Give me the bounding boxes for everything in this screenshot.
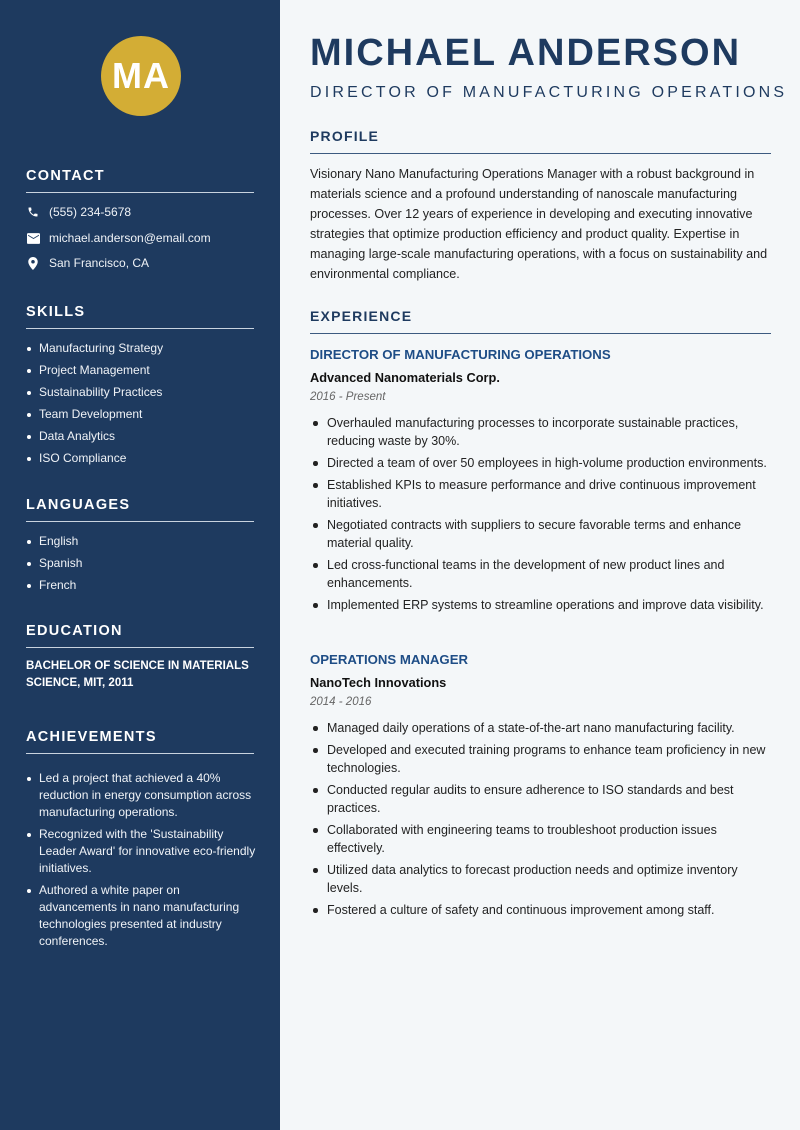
avatar: MA <box>101 36 181 116</box>
skills-heading: SKILLS <box>26 304 254 329</box>
email-text: michael.anderson@email.com <box>49 231 211 245</box>
skill-item: Team Development <box>26 406 256 423</box>
job-bullet-item: Negotiated contracts with suppliers to secure favorable terms and enhance material quality. <box>310 516 772 552</box>
language-item: English <box>26 533 256 550</box>
candidate-title: DIRECTOR OF MANUFACTURING OPERATIONS <box>310 84 788 101</box>
job-bullets <box>310 719 772 923</box>
profile-text: Visionary Nano Manufacturing Operations Manager with a robust background in materials science and a profound understanding of nanoscale manufacturing processes. Over 12 years of experience in developing and executing innovative strategies that optimize production efficiency and product quality. Expertise in managing large-scale manufacturing operations, with a focus on sustainability and environmental compliance. <box>310 167 768 281</box>
job-dates: 2014 - 2016 <box>310 696 372 708</box>
language-item: French <box>26 577 256 594</box>
profile-heading: PROFILE <box>310 128 771 154</box>
achievement-item: Authored a white paper on advancements in nano manufacturing technologies presented at industry conferences. <box>26 882 256 950</box>
job-dates: 2016 - Present <box>310 391 386 403</box>
languages-list <box>26 533 256 599</box>
skills-list <box>26 340 256 472</box>
skill-item: ISO Compliance <box>26 450 256 467</box>
job-bullet-item: Established KPIs to measure performance and drive continuous improvement initiatives. <box>310 476 772 512</box>
job-bullet-item: Managed daily operations of a state-of-the-art nano manufacturing facility. <box>310 719 772 737</box>
location-text: San Francisco, CA <box>49 256 150 270</box>
achievement-item: Led a project that achieved a 40% reduction in energy consumption across manufacturing operations. <box>26 770 256 821</box>
skill-item: Sustainability Practices <box>26 384 256 401</box>
education-degree: BACHELOR OF SCIENCE IN MATERIALS SCIENCE, MIT, 2011 <box>26 660 249 689</box>
phone-icon <box>26 205 40 219</box>
skill-item: Project Management <box>26 362 256 379</box>
job-bullet-item: Implemented ERP systems to streamline operations and improve data visibility. <box>310 596 772 614</box>
location-pin-icon <box>26 256 40 270</box>
experience-heading: EXPERIENCE <box>310 308 771 334</box>
job-bullet-item: Utilized data analytics to forecast production needs and optimize inventory levels. <box>310 861 772 897</box>
skill-item: Manufacturing Strategy <box>26 340 256 357</box>
job-bullet-item: Led cross-functional teams in the development of new product lines and enhancements. <box>310 556 772 592</box>
education-heading: EDUCATION <box>26 623 254 648</box>
languages-heading: LANGUAGES <box>26 497 254 522</box>
skill-item: Data Analytics <box>26 428 256 445</box>
job-title: OPERATIONS MANAGER <box>310 652 469 667</box>
job-bullet-item: Overhauled manufacturing processes to incorporate sustainable practices, reducing waste by 30%. <box>310 414 772 450</box>
job-bullet-item: Developed and executed training programs to enhance team proficiency in new technologies. <box>310 741 772 777</box>
contact-location <box>26 256 149 270</box>
contact-email <box>26 231 211 245</box>
job-bullet-item: Conducted regular audits to ensure adherence to ISO standards and best practices. <box>310 781 772 817</box>
achievements-heading: ACHIEVEMENTS <box>26 729 254 754</box>
company-name: NanoTech Innovations <box>310 675 447 690</box>
company-name: Advanced Nanomaterials Corp. <box>310 370 500 385</box>
contact-heading: CONTACT <box>26 168 254 193</box>
achievement-item: Recognized with the 'Sustainability Leader Award' for innovative eco-friendly initiatives. <box>26 826 256 877</box>
achievements-list <box>26 770 256 955</box>
email-icon <box>26 231 40 245</box>
phone-text: (555) 234-5678 <box>49 205 132 219</box>
job-bullet-item: Collaborated with engineering teams to troubleshoot production issues effectively. <box>310 821 772 857</box>
job-bullet-item: Fostered a culture of safety and continuous improvement among staff. <box>310 901 772 919</box>
job-bullet-item: Directed a team of over 50 employees in high-volume production environments. <box>310 454 772 472</box>
candidate-name: MICHAEL ANDERSON <box>310 32 742 74</box>
contact-phone <box>26 205 131 219</box>
job-title: DIRECTOR OF MANUFACTURING OPERATIONS <box>310 347 611 362</box>
language-item: Spanish <box>26 555 256 572</box>
job-bullets <box>310 414 772 618</box>
